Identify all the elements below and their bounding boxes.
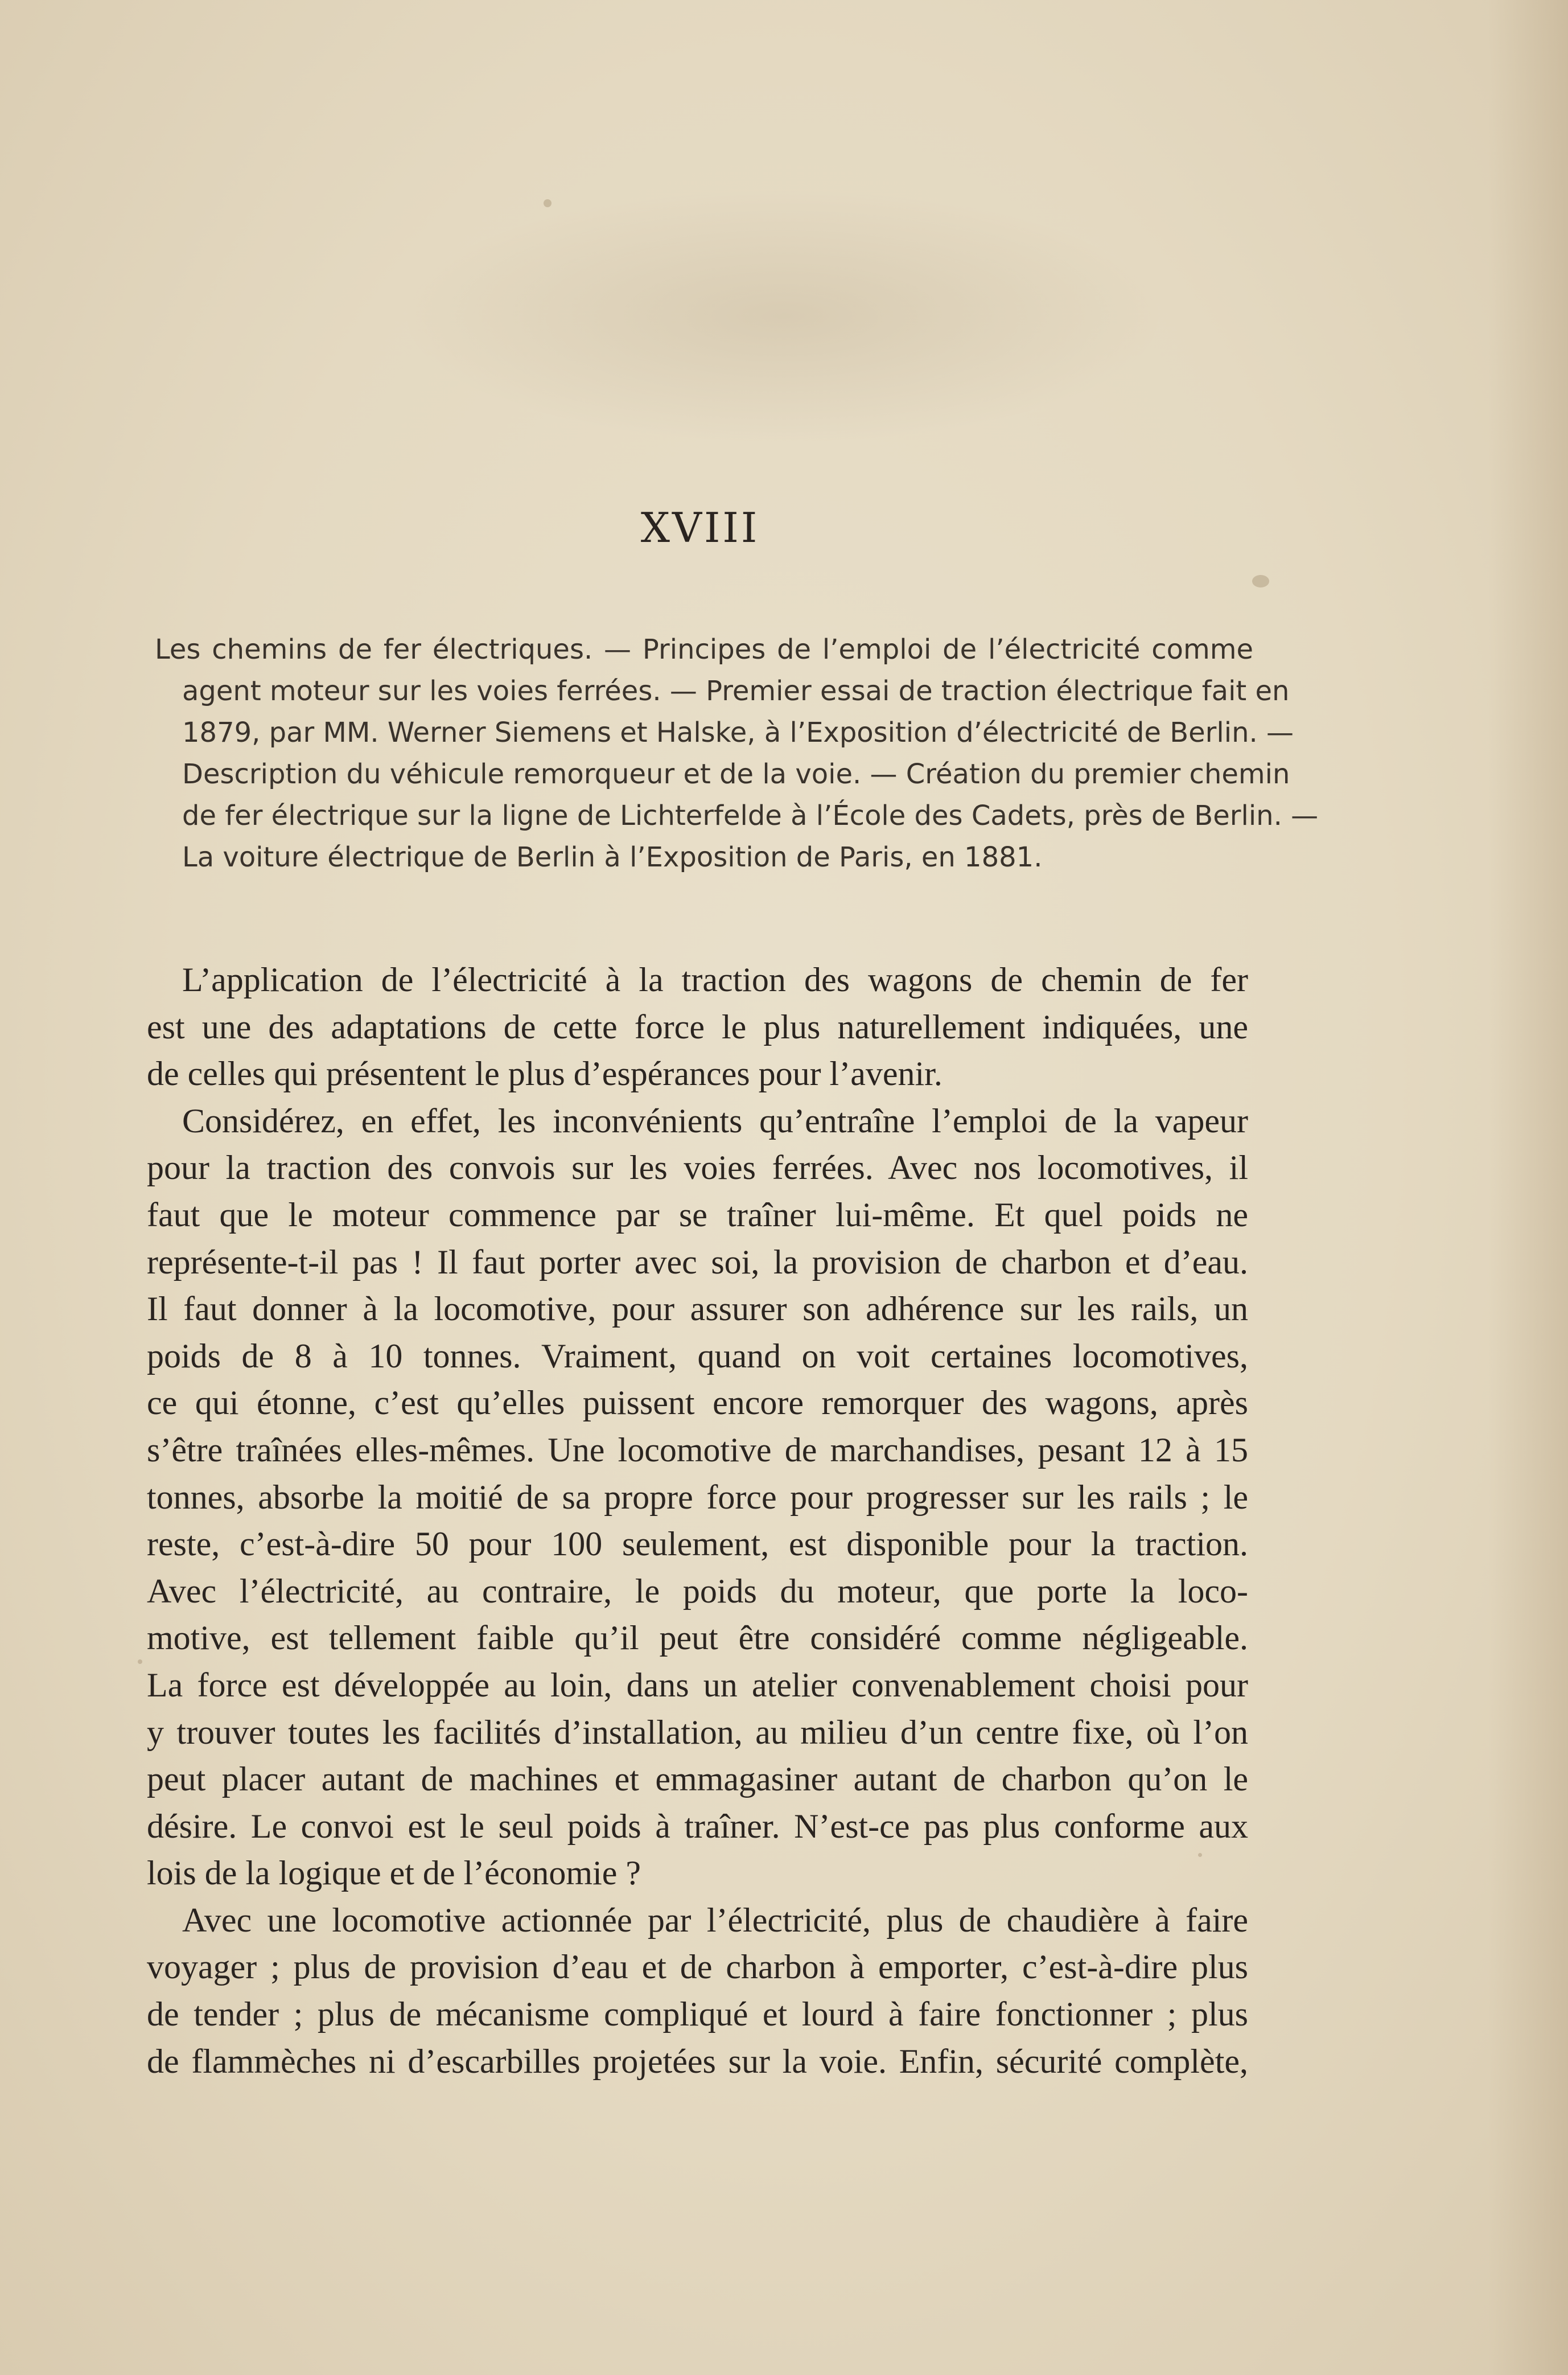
text-line: La force est développée au loin, dans un atelier convenablement choisi pour	[147, 1666, 1248, 1704]
page-edge-shadow	[1488, 0, 1568, 2375]
text-line: poids de 8 à 10 tonnes. Vraiment, quand on voit certaines locomotives,	[147, 1337, 1248, 1375]
text-line: s’être traînées elles-mêmes. Une locomotive de marchandises, pesant 12 à 15	[147, 1431, 1248, 1469]
text-line: Avec une locomotive actionnée par l’électricité, plus de chaudière à faire	[182, 1901, 1248, 1939]
text-line: L’application de l’électricité à la traction des wagons de chemin de fer	[182, 961, 1248, 999]
foxing-spot	[544, 199, 552, 207]
chapter-summary	[155, 629, 1319, 878]
text-line: Il faut donner à la locomotive, pour assurer son adhérence sur les rails, un	[147, 1290, 1248, 1328]
text-line: Avec l’électricité, au contraire, le poids du moteur, que porte la loco-	[147, 1572, 1248, 1610]
text-line: voyager ; plus de provision d’eau et de charbon à emporter, c’est-à-dire plus	[147, 1948, 1248, 1986]
text-line: pour la traction des convois sur les voies ferrées. Avec nos locomotives, il	[147, 1149, 1248, 1187]
text-line: faut que le moteur commence par se traîner lui-même. Et quel poids ne	[147, 1195, 1248, 1234]
text-line: désire. Le convoi est le seul poids à traîner. N’est-ce pas plus conforme aux	[147, 1807, 1248, 1845]
text-line: représente-t-il pas ! Il faut porter avec soi, la provision de charbon et d’eau.	[147, 1243, 1248, 1281]
text-line: de celles qui présentent le plus d’espérances pour l’avenir.	[147, 1055, 943, 1093]
text-line: de tender ; plus de mécanisme compliqué et lourd à faire fonctionner ; plus	[147, 1995, 1248, 2033]
text-line: Considérez, en effet, les inconvénients qu’entraîne l’emploi de la vapeur	[182, 1102, 1248, 1140]
foxing-spot	[138, 1659, 142, 1664]
text-line: motive, est tellement faible qu’il peut être considéré comme négligeable.	[147, 1619, 1248, 1657]
chapter-number: XVIII	[640, 504, 760, 552]
text-line: y trouver toutes les facilités d’installation, au milieu d’un centre fixe, où l’on	[147, 1713, 1248, 1751]
summary-line: Description du véhicule remorqueur et de la voie. — Création du premier chemin	[182, 758, 1290, 790]
text-line: peut placer autant de machines et emmagasiner autant de charbon qu’on le	[147, 1760, 1248, 1798]
summary-line: 1879, par MM. Werner Siemens et Halske, à l’Exposition d’électricité de Berlin. —	[182, 717, 1294, 749]
text-line: reste, c’est-à-dire 50 pour 100 seulement, est disponible pour la traction.	[147, 1525, 1248, 1563]
summary-line: La voiture électrique de Berlin à l’Exposition de Paris, en 1881.	[182, 841, 1043, 873]
text-line: lois de la logique et de l’économie ?	[147, 1854, 641, 1892]
text-line: de flammèches ni d’escarbilles projetées sur la voie. Enfin, sécurité complète,	[147, 2042, 1248, 2080]
summary-line: Les chemins de fer électriques. — Principes de l’emploi de l’électricité comme	[155, 634, 1253, 665]
body-text	[147, 956, 1248, 2085]
text-line: ce qui étonne, c’est qu’elles puissent encore remorquer des wagons, après	[147, 1384, 1248, 1422]
summary-line: de fer électrique sur la ligne de Lichterfelde à l’École des Cadets, près de Berlin. —	[182, 800, 1319, 832]
show-through-stain	[398, 188, 1167, 444]
summary-line: agent moteur sur les voies ferrées. — Premier essai de traction électrique fait en	[182, 675, 1290, 707]
text-line: tonnes, absorbe la moitié de sa propre force pour progresser sur les rails ; le	[147, 1478, 1248, 1516]
foxing-spot	[1252, 575, 1269, 587]
text-line: est une des adaptations de cette force le plus naturellement indiquées, une	[147, 1008, 1248, 1046]
